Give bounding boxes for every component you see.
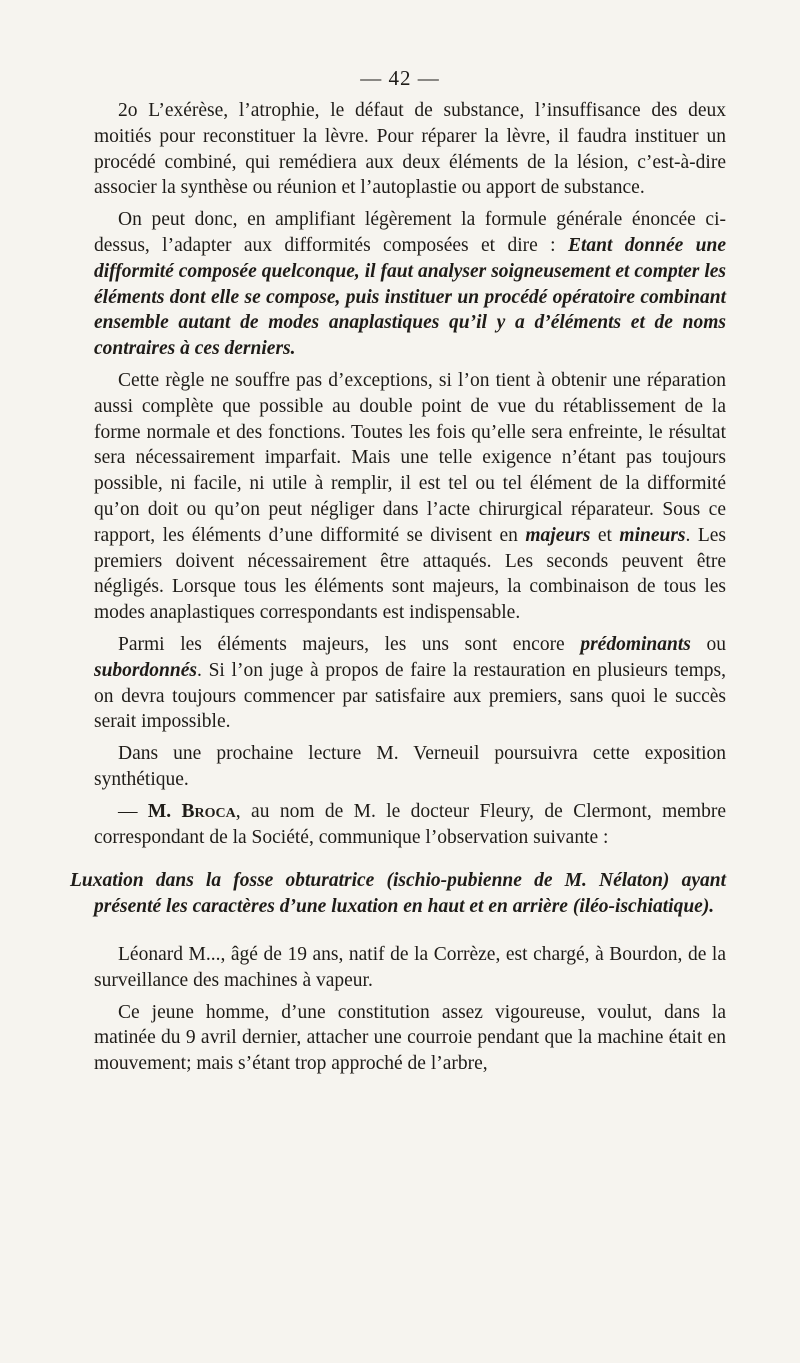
term-mineurs: mineurs <box>619 524 686 546</box>
paragraph-3-text-b: et <box>590 524 620 546</box>
paragraph-5: Dans une prochaine lecture M. Verneuil poursuivra cette exposition synthétique. <box>94 743 726 790</box>
paragraph-3-text-c: . Les premiers doivent nécessairement être attaqués. Les seconds peuvent être négligés. Lorsque tous les éléments sont majeurs, la combinaison de tous les modes anaplastiques correspondants est indispensable. <box>94 524 727 624</box>
paragraph-4-text-b: ou <box>690 633 726 655</box>
paragraph-6 <box>94 799 726 851</box>
speaker-broca: M. Broca <box>147 800 236 822</box>
paragraph-4-text-c: . Si l’on juge à propos de faire la restauration en plusieurs temps, on devra toujours commencer par satisfaire aux premiers, sans quoi le succès serait impossible. <box>94 659 726 733</box>
paragraph-4-text-a: Parmi les éléments majeurs, les uns sont encore <box>118 633 581 655</box>
page-body <box>70 98 727 1083</box>
paragraph-3 <box>94 368 726 626</box>
paragraph-2 <box>94 207 726 362</box>
paragraph-2-text: On peut donc, en amplifiant légèrement la formule générale énoncée ci-dessus, l’adapter aux difformités composées et dire : <box>94 209 726 256</box>
observation-title: Luxation dans la fosse obturatrice (ischio-pubienne de M. Nélaton) ayant présenté les caractères d’une luxation en haut et en arrière (iléo-ischiatique). <box>70 870 726 918</box>
term-predominants: prédominants <box>580 633 691 655</box>
em-dash: — <box>118 800 148 822</box>
paragraph-6-text: , au nom de M. le docteur Fleury, de Clermont, membre correspondant de la Société, communique l’observation suivante : <box>94 800 727 848</box>
paragraph-3-text-a: Cette règle ne souffre pas d’exceptions, si l’on tient à obtenir une réparation aussi complète que possible au double point de vue du rétablissement de la forme normale et des fonctions. Toutes les fois qu’elle sera enfreinte, le résultat sera nécessairement imparfait. Mais une telle exigence n’étant pas toujours possible, ni facile, ni utile à remplir, il est tel ou tel élément de la difformité qu’on doit ou qu’on peut négliger dans l’acte chirurgical réparateur. Sous ce rapport, les éléments d’une difformité se divisent en <box>94 369 726 546</box>
term-majeurs: majeurs <box>525 524 591 546</box>
paragraph-7: Léonard M..., âgé de 19 ans, natif de la Corrèze, est chargé, à Bourdon, de la surveillance des machines à vapeur. <box>94 943 726 991</box>
page-number: — 42 — <box>360 66 440 90</box>
paragraph-8: Ce jeune homme, d’une constitution assez vigoureuse, voulut, dans la matinée du 9 avril dernier, attacher une courroie pendant que la machine était en mouvement; mais s’étant trop approché de l’arbre, <box>94 1001 726 1075</box>
paragraph-1: 2o L’exérèse, l’atrophie, le défaut de substance, l’insuffisance des deux moitiés pour reconstituer la lèvre. Pour réparer la lèvre, il faudra instituer un procédé combiné, qui remédiera aux deux éléments de la lésion, c’est-à-dire associer la synthèse ou réunion et l’autoplastie ou apport de substance. <box>94 100 726 199</box>
term-subordonnes: subordonnés <box>94 659 197 681</box>
general-rule-italic: Etant donnée une difformité composée quelconque, il faut analyser soigneusement et compter les éléments dont elle se compose, puis instituer un procédé opératoire combinant ensemble autant de modes anaplastiques qu’il y a d’éléments et de noms contraires à ces derniers. <box>94 234 726 360</box>
paragraph-4 <box>94 632 726 735</box>
